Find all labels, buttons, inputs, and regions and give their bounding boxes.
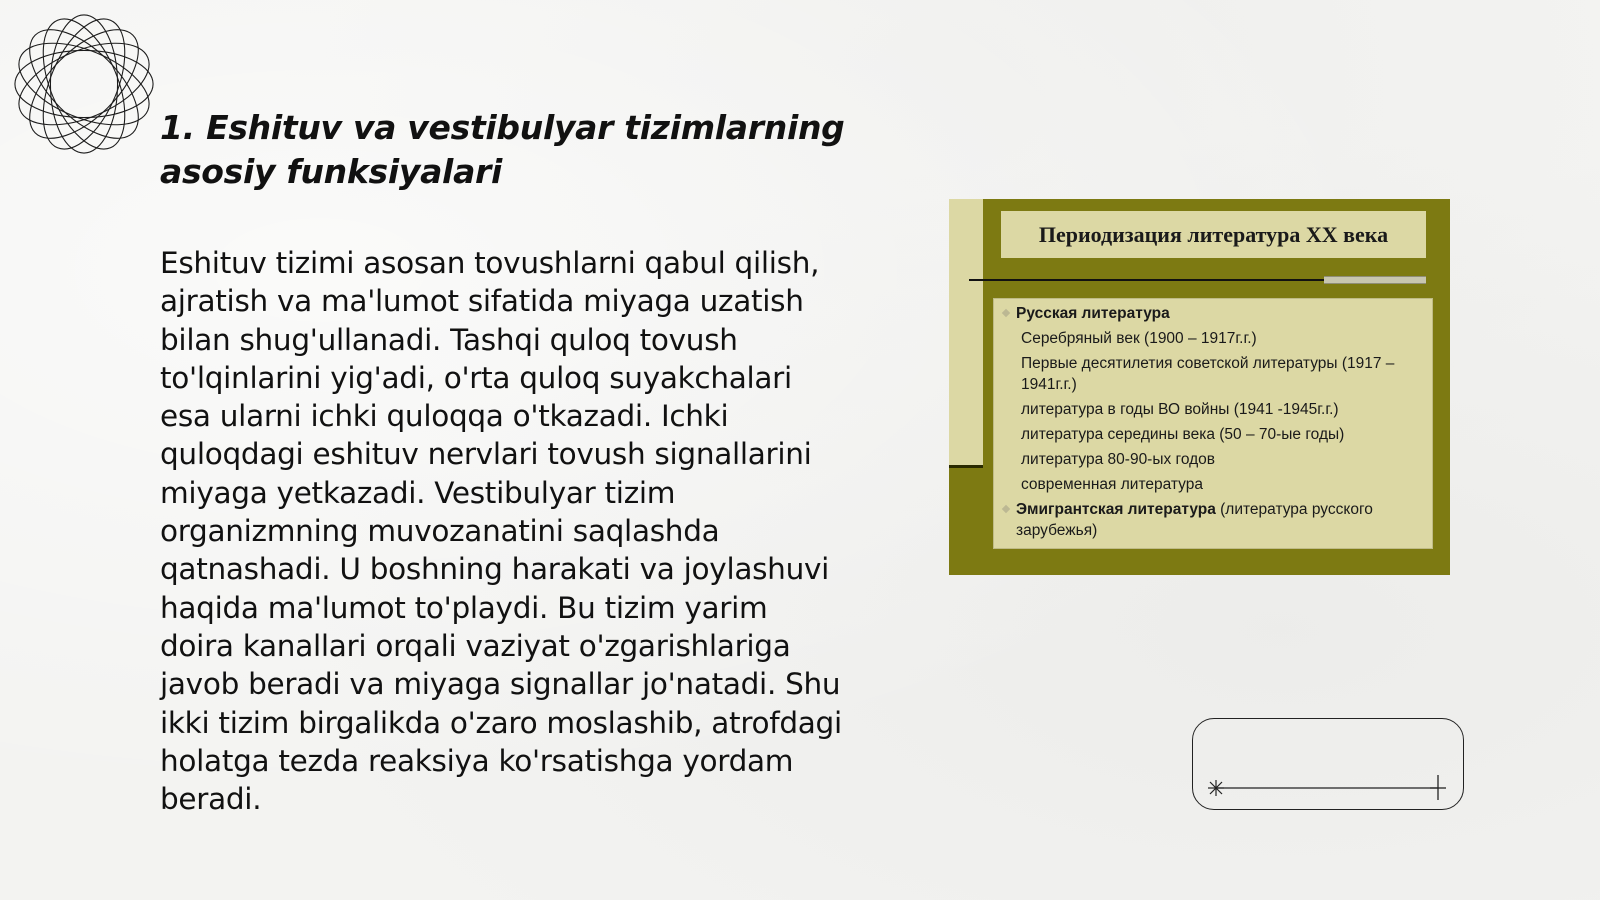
- embed-heading: Периодизация литература XX века: [1038, 221, 1389, 247]
- embed-divider-light: [1324, 276, 1426, 284]
- embed-list-item: литература 80-90-ых годов: [1021, 451, 1216, 468]
- sparkle-line-ornament-icon: [1200, 770, 1450, 800]
- embed-list-item: Первые десятилетия советской литературы (1917 – 1941г.г.): [1021, 355, 1395, 393]
- embedded-slide-image: [949, 199, 1450, 575]
- embed-list-item: Серебряный век (1900 – 1917г.г.): [1021, 330, 1257, 347]
- embed-side-strip-line: [949, 465, 983, 468]
- embed-side-strip: [949, 199, 983, 466]
- embed-list-item: современная литература: [1021, 476, 1203, 493]
- embed-divider-dark: [969, 279, 1347, 281]
- embed-list-item: Русская литература: [1016, 303, 1426, 324]
- slide-body-text: Eshituv tizimi asosan tovushlarni qabul qilish, ajratish va ma'lumot sifatida miyaga uzatish bilan shug'ullanadi. Tashqi quloq tovush to'lqinlarini yig'adi, o'rta quloq suyakchalari esa ularni ichki quloqqa o'tkazadi. Ichki quloqdagi eshituv nervlari tovush signallarini miyaga yetkazadi. Vestibulyar tizim organizmning muvozanatini saqlashda qatnashadi. U boshning harakati va joylashuvi haqida ma'lumot to'playdi. Bu tizim yarim doira kanallari orqali vaziyat o'zgarishlariga javob beradi va miyaga signallar jo'natadi. Shu ikki tizim birgalikda o'zaro moslashib, atrofdagi holatga tezda reaksiya ko'rsatishga yordam beradi.: [160, 246, 842, 817]
- embed-list-item: Эмигрантская литература (литература русского зарубежья): [1016, 499, 1426, 541]
- embed-list-item: литература в годы ВО войны (1941 -1945г.г.): [1021, 401, 1339, 418]
- embed-list-item: литература середины века (50 – 70-ые годы): [1021, 426, 1345, 443]
- embed-heading-box: [1001, 211, 1426, 258]
- embed-content-box: [993, 298, 1433, 549]
- slide-title: 1. Eshituv va vestibulyar tizimlarning asosiy funksiyalari: [160, 108, 845, 191]
- bullet-icon: [1002, 505, 1010, 513]
- bullet-icon: [1002, 309, 1010, 317]
- circular-knot-ornament-icon: [10, 10, 158, 158]
